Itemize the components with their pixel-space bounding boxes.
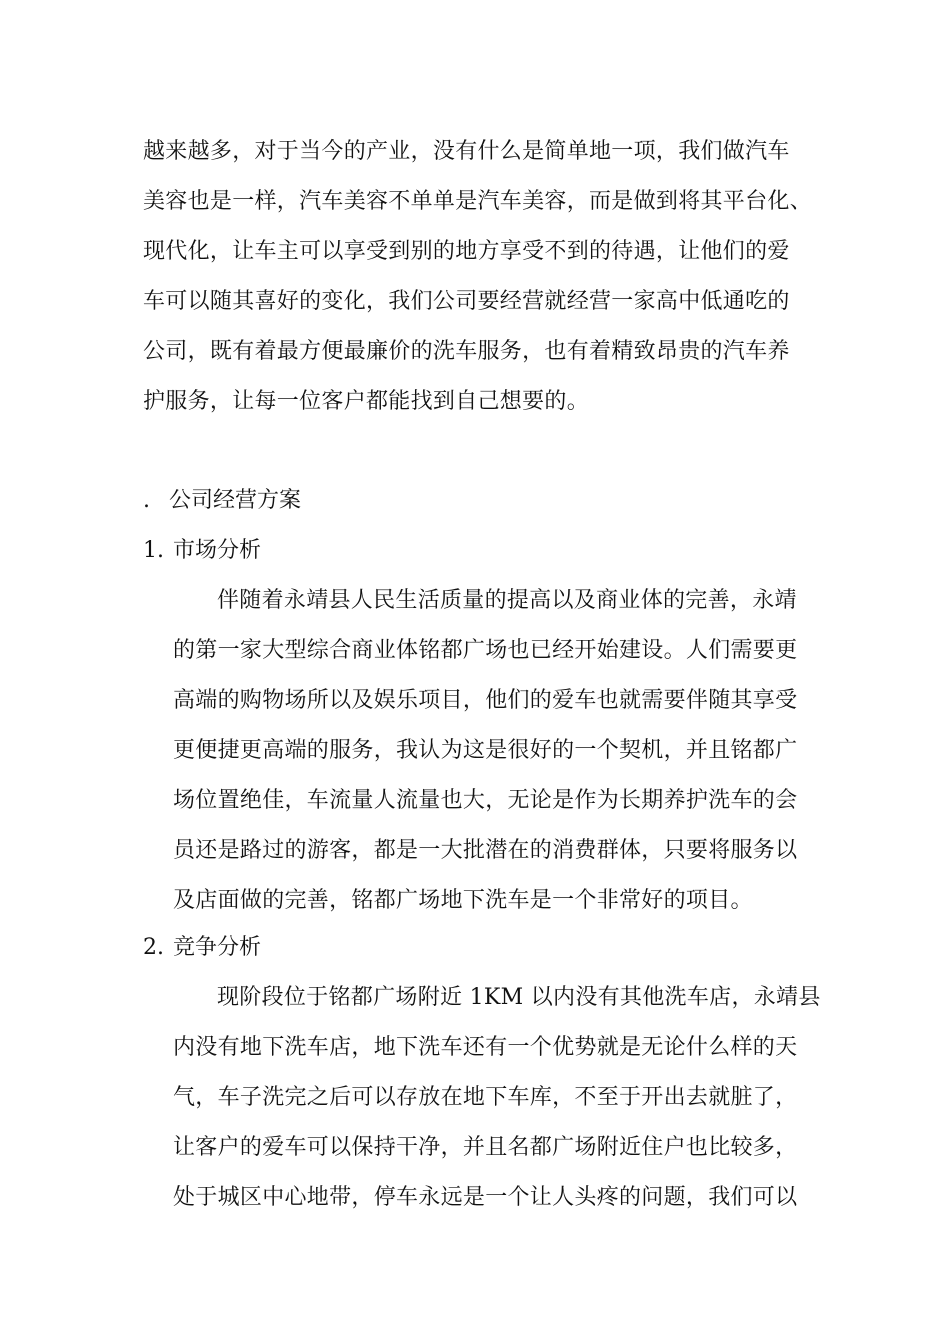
section-number: . [143, 488, 150, 513]
subsection-heading-market [143, 537, 261, 565]
paragraph-line: 让客户的爱车可以保持干净，并且名都广场附近住户也比较多， [173, 1135, 798, 1160]
paragraph-line: 场位置绝佳，车流量人流量也大，无论是作为长期养护洗车的会 [173, 788, 798, 813]
intro-line: 越来越多，对于当今的产业，没有什么是简单地一项，我们做汽车 [143, 139, 790, 164]
paragraph-line: 更便捷更高端的服务，我认为这是很好的一个契机，并且铭都广 [173, 738, 798, 763]
paragraph-line: 内没有地下洗车店，地下洗车还有一个优势就是无论什么样的天 [173, 1035, 798, 1060]
intro-line: 美容也是一样，汽车美容不单单是汽车美容，而是做到将其平台化、 [143, 189, 813, 214]
paragraph-line: 现阶段位于铭都广场附近 1KM 以内没有其他洗车店，永靖县 [217, 985, 821, 1010]
section-heading [143, 487, 301, 515]
paragraph-line: 气，车子洗完之后可以存放在地下车库，不至于开出去就脏了， [173, 1085, 798, 1110]
subsection-title: 市场分析 [173, 538, 262, 563]
subsection-title: 竞争分析 [173, 935, 262, 960]
intro-line: 公司，既有着最方便最廉价的洗车服务，也有着精致昂贵的汽车养 [143, 339, 790, 364]
paragraph-line: 的第一家大型综合商业体铭都广场也已经开始建设。人们需要更 [173, 638, 798, 663]
subsection-number: 2. [143, 935, 164, 960]
intro-line: 护服务，让每一位客户都能找到自己想要的。 [143, 389, 590, 414]
intro-line: 车可以随其喜好的变化，我们公司要经营就经营一家高中低通吃的 [143, 289, 790, 314]
paragraph-line: 及店面做的完善，铭都广场地下洗车是一个非常好的项目。 [173, 888, 753, 913]
paragraph-line: 处于城区中心地带，停车永远是一个让人头疼的问题，我们可以 [173, 1185, 798, 1210]
paragraph-line: 高端的购物场所以及娱乐项目，他们的爱车也就需要伴随其享受 [173, 688, 798, 713]
subsection-heading-competition [143, 934, 261, 962]
intro-line: 现代化，让车主可以享受到别的地方享受不到的待遇，让他们的爱 [143, 239, 790, 264]
section-title: 公司经营方案 [169, 488, 302, 513]
subsection-number: 1. [143, 538, 164, 563]
paragraph-line: 伴随着永靖县人民生活质量的提高以及商业体的完善，永靖 [217, 588, 797, 613]
paragraph-line: 员还是路过的游客，都是一大批潜在的消费群体，只要将服务以 [173, 838, 798, 863]
